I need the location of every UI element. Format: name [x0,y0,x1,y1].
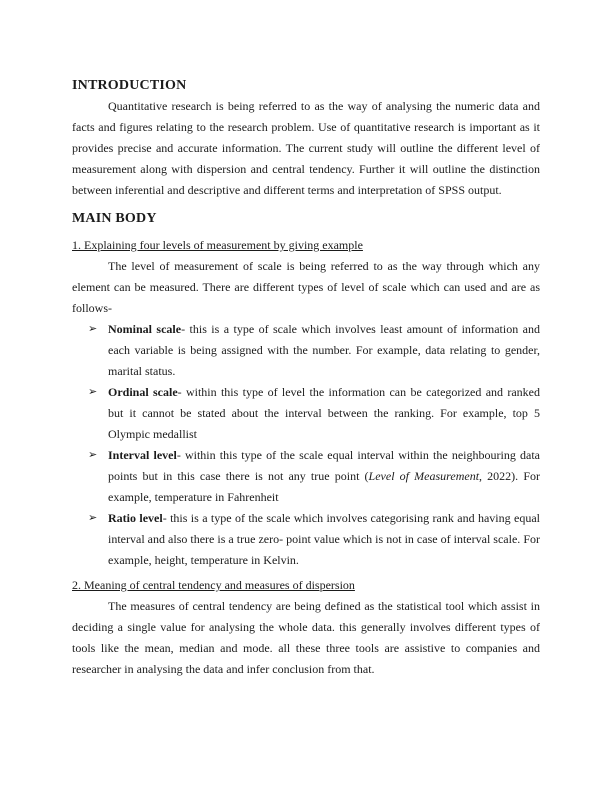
section1-paragraph: The level of measurement of scale is being referred to as the way through which any element can be measured. There are different types of level of scale which can used and are as follows- [72,259,540,315]
intro-paragraph: Quantitative research is being referred to as the way of analysing the numeric data and facts and figures relating to the research problem. Use of quantitative research is important as it provides precise and accurate information. The current study will outline the different level of measurement along with dispersion and central tendency. Further it will outline the distinction between inferential and descriptive and different terms and interpretation of SPSS output. [72,99,540,197]
arrow-bullet-icon: ➢ [88,386,98,398]
intro-heading: INTRODUCTION [72,78,187,93]
arrow-bullet-icon: ➢ [88,449,98,461]
list-item-ordinal-scale [72,382,540,445]
bullet-text: - within this type of level the information can be categorized and ranked but it cannot be stated about the interval between the ranking. For example, top 5 Olympic medallist [108,385,540,441]
bullet-citation: Level of Measurement [368,469,480,483]
bullet-label: Interval level [108,448,177,462]
bullet-label: Ratio level [108,511,163,525]
list-item-interval-level [72,445,540,508]
bullet-text: - this is a type of scale which involves least amount of information and each variable is being assigned with the number. For example, data relating to gender, marital status. [108,322,540,378]
section1-heading: 1. Explaining four levels of measurement by giving example [72,238,363,252]
bullet-label: Ordinal scale [108,385,178,399]
bullet-label: Nominal scale [108,322,182,336]
section2-paragraph: The measures of central tendency are being defined as the statistical tool which assist in deciding a single value for analysing the whole data. this generally involves different types of tools like the mean, median and mode. all these three tools are assistive to companies and researcher in analysing the data and infer conclusion from that. [72,599,540,676]
measurement-levels-list [72,319,540,571]
list-item-nominal-scale [72,319,540,382]
list-item-ratio-level [72,508,540,571]
main-body-heading: MAIN BODY [72,211,157,226]
arrow-bullet-icon: ➢ [88,512,98,524]
bullet-text: - this is a type of the scale which involves categorising rank and having equal interval and also there is a true zero- point value which is not in case of interval scale. For example, height, temperature in Kelvin. [108,511,540,567]
bullet-text: - within this type of the scale equal interval within the neighbouring data points but in this case there is not any true point ( [108,448,540,483]
section2-heading: 2. Meaning of central tendency and measures of dispersion [72,578,355,592]
bullet-text-after: , 2022). For example, temperature in Fahrenheit [108,469,540,504]
arrow-bullet-icon: ➢ [88,323,98,335]
